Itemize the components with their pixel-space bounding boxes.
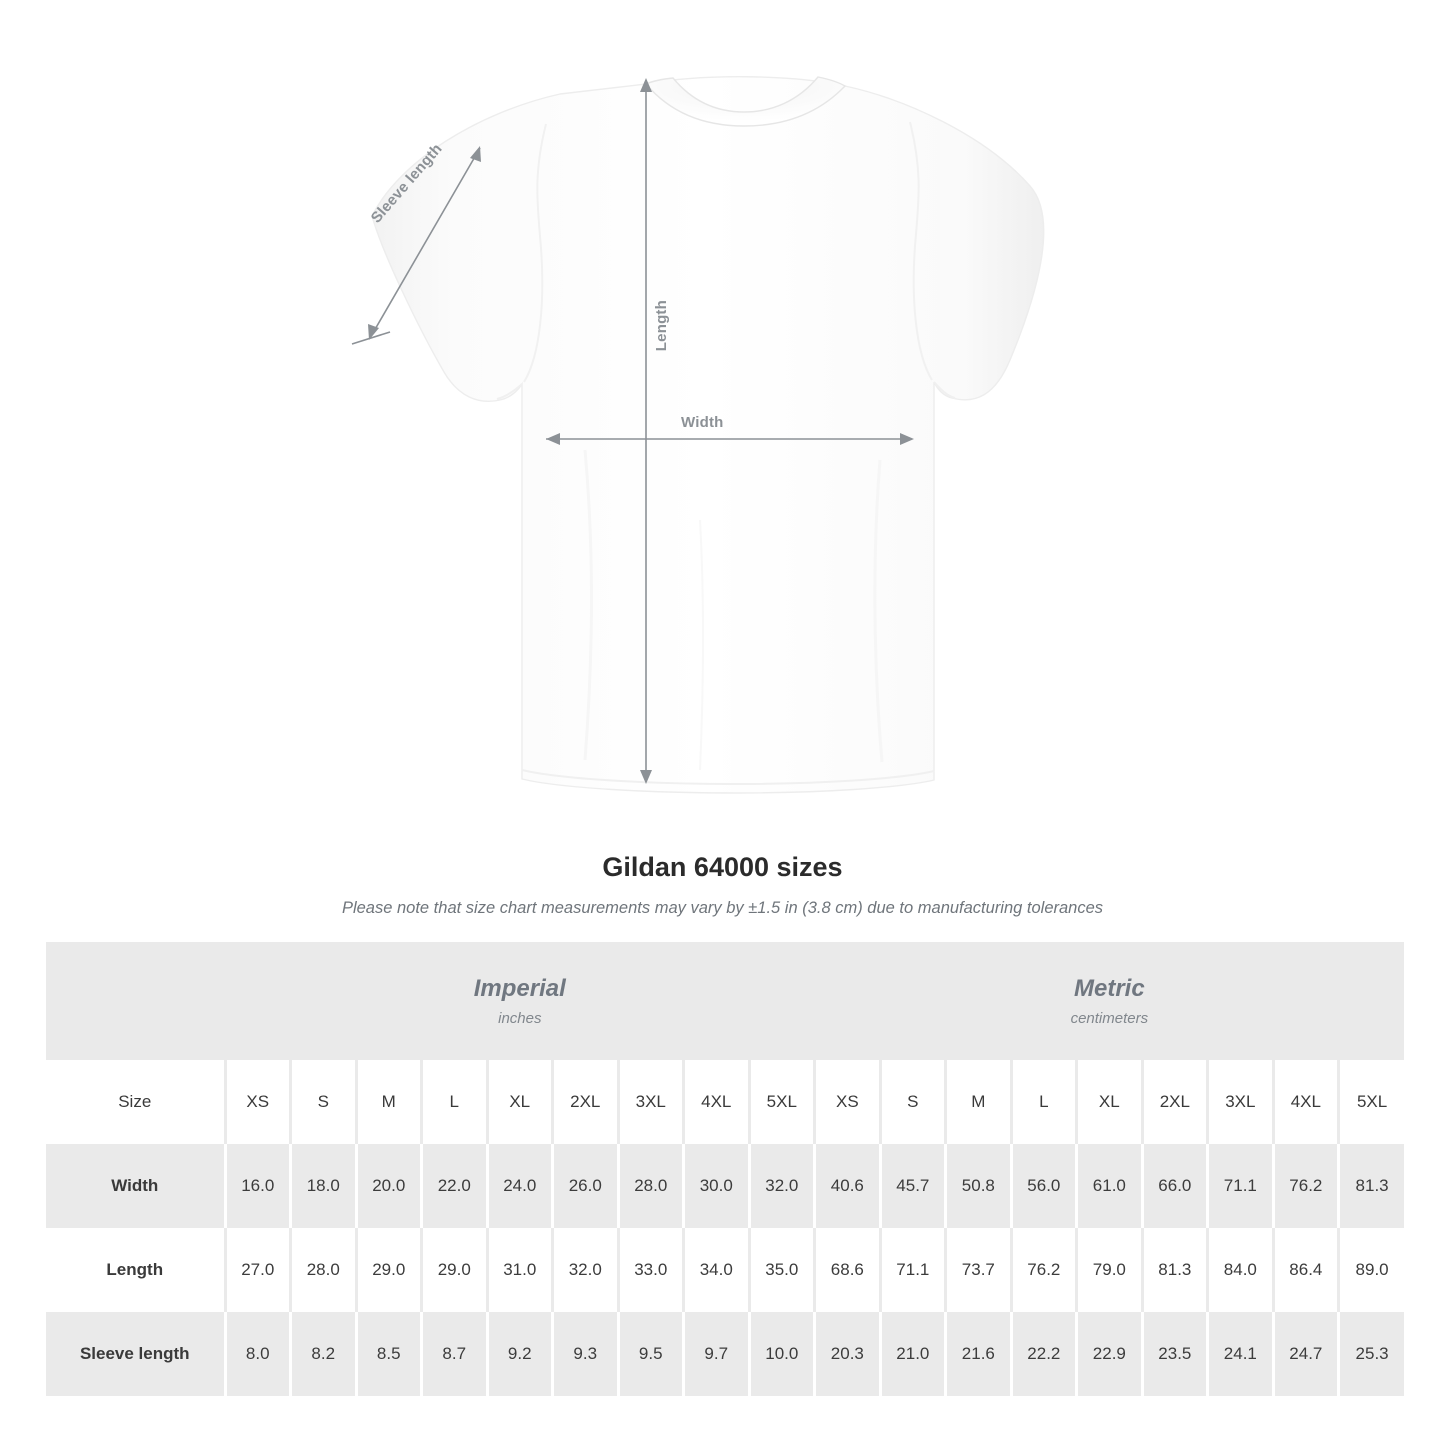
cell-width-m: 20.0 <box>356 1144 422 1228</box>
cell-width-m-metric: 50.8 <box>946 1144 1012 1228</box>
header-size-xs: XS <box>225 1060 291 1144</box>
cell-width-s-metric: 45.7 <box>880 1144 946 1228</box>
unit-group-imperial-name: Imperial <box>473 974 566 1002</box>
cell-length-s: 28.0 <box>291 1228 357 1312</box>
cell-width-2xl: 26.0 <box>553 1144 619 1228</box>
cell-length-xs-metric: 68.6 <box>815 1228 881 1312</box>
title-block <box>0 852 1445 918</box>
cell-sleeve-3xl-metric: 24.1 <box>1208 1312 1274 1396</box>
cell-width-3xl: 28.0 <box>618 1144 684 1228</box>
header-size-4xl: 4XL <box>684 1060 750 1144</box>
cell-length-l-metric: 76.2 <box>1011 1228 1077 1312</box>
cell-length-5xl: 35.0 <box>749 1228 815 1312</box>
cell-width-s: 18.0 <box>291 1144 357 1228</box>
cell-sleeve-m: 8.5 <box>356 1312 422 1396</box>
cell-sleeve-l-metric: 22.2 <box>1011 1312 1077 1396</box>
unit-group-metric-name: Metric <box>1074 974 1145 1002</box>
unit-group-imperial-sub: inches <box>498 1010 542 1028</box>
header-size-label: Size <box>46 1060 225 1144</box>
cell-sleeve-xl-metric: 22.9 <box>1077 1312 1143 1396</box>
cell-width-5xl: 32.0 <box>749 1144 815 1228</box>
header-size-xl-metric: XL <box>1077 1060 1143 1144</box>
cell-sleeve-xl: 9.2 <box>487 1312 553 1396</box>
cell-width-l-metric: 56.0 <box>1011 1144 1077 1228</box>
size-chart-table <box>46 942 1404 1396</box>
header-size-4xl-metric: 4XL <box>1273 1060 1339 1144</box>
table-row-width <box>46 1144 1404 1228</box>
unit-group-metric <box>815 942 1405 1060</box>
cell-sleeve-l: 8.7 <box>422 1312 488 1396</box>
cell-width-5xl-metric: 81.3 <box>1339 1144 1405 1228</box>
cell-length-l: 29.0 <box>422 1228 488 1312</box>
row-label-width: Width <box>46 1144 225 1228</box>
size-chart-wrapper <box>46 942 1399 1396</box>
cell-sleeve-xs-metric: 20.3 <box>815 1312 881 1396</box>
cell-sleeve-5xl: 10.0 <box>749 1312 815 1396</box>
cell-length-m-metric: 73.7 <box>946 1228 1012 1312</box>
cell-sleeve-2xl-metric: 23.5 <box>1142 1312 1208 1396</box>
unit-group-metric-sub: centimeters <box>1070 1010 1149 1028</box>
annotation-sleeve-length: Sleeve length <box>367 140 446 227</box>
cell-width-l: 22.0 <box>422 1144 488 1228</box>
size-header-row <box>46 1060 1404 1144</box>
cell-width-xl: 24.0 <box>487 1144 553 1228</box>
row-label-sleeve-length: Sleeve length <box>46 1312 225 1396</box>
header-size-m-metric: M <box>946 1060 1012 1144</box>
annotation-width: Width <box>681 414 724 431</box>
unit-group-row <box>46 942 1404 1060</box>
cell-sleeve-2xl: 9.3 <box>553 1312 619 1396</box>
cell-width-xl-metric: 61.0 <box>1077 1144 1143 1228</box>
cell-length-m: 29.0 <box>356 1228 422 1312</box>
header-size-xl: XL <box>487 1060 553 1144</box>
header-size-l-metric: L <box>1011 1060 1077 1144</box>
cell-length-2xl: 32.0 <box>553 1228 619 1312</box>
row-label-length: Length <box>46 1228 225 1312</box>
page-title: Gildan 64000 sizes <box>602 852 843 882</box>
cell-sleeve-4xl-metric: 24.7 <box>1273 1312 1339 1396</box>
header-size-m: M <box>356 1060 422 1144</box>
cell-width-xs-metric: 40.6 <box>815 1144 881 1228</box>
unit-group-imperial <box>225 942 815 1060</box>
header-size-5xl-metric: 5XL <box>1339 1060 1405 1144</box>
header-size-2xl: 2XL <box>553 1060 619 1144</box>
cell-sleeve-s: 8.2 <box>291 1312 357 1396</box>
header-size-xs-metric: XS <box>815 1060 881 1144</box>
cell-width-2xl-metric: 66.0 <box>1142 1144 1208 1228</box>
cell-length-xs: 27.0 <box>225 1228 291 1312</box>
cell-sleeve-m-metric: 21.6 <box>946 1312 1012 1396</box>
annotation-length: Length <box>653 300 670 352</box>
header-size-s-metric: S <box>880 1060 946 1144</box>
cell-sleeve-5xl-metric: 25.3 <box>1339 1312 1405 1396</box>
cell-length-2xl-metric: 81.3 <box>1142 1228 1208 1312</box>
cell-sleeve-3xl: 9.5 <box>618 1312 684 1396</box>
cell-sleeve-s-metric: 21.0 <box>880 1312 946 1396</box>
header-size-2xl-metric: 2XL <box>1142 1060 1208 1144</box>
header-size-3xl: 3XL <box>618 1060 684 1144</box>
cell-width-xs: 16.0 <box>225 1144 291 1228</box>
table-row-sleeve-length <box>46 1312 1404 1396</box>
unit-row-spacer <box>46 942 225 1060</box>
tolerance-note: Please note that size chart measurements may vary by ±1.5 in (3.8 cm) due to manufacturing tolerances <box>341 899 1104 917</box>
cell-length-3xl-metric: 84.0 <box>1208 1228 1274 1312</box>
cell-length-4xl-metric: 86.4 <box>1273 1228 1339 1312</box>
cell-length-5xl-metric: 89.0 <box>1339 1228 1405 1312</box>
cell-sleeve-xs: 8.0 <box>225 1312 291 1396</box>
cell-sleeve-4xl: 9.7 <box>684 1312 750 1396</box>
cell-length-3xl: 33.0 <box>618 1228 684 1312</box>
table-row-length <box>46 1228 1404 1312</box>
header-size-l: L <box>422 1060 488 1144</box>
cell-width-3xl-metric: 71.1 <box>1208 1144 1274 1228</box>
header-size-s: S <box>291 1060 357 1144</box>
cell-length-xl-metric: 79.0 <box>1077 1228 1143 1312</box>
header-size-5xl: 5XL <box>749 1060 815 1144</box>
cell-length-xl: 31.0 <box>487 1228 553 1312</box>
cell-width-4xl-metric: 76.2 <box>1273 1144 1339 1228</box>
cell-width-4xl: 30.0 <box>684 1144 750 1228</box>
cell-length-4xl: 34.0 <box>684 1228 750 1312</box>
cell-length-s-metric: 71.1 <box>880 1228 946 1312</box>
header-size-3xl-metric: 3XL <box>1208 1060 1274 1144</box>
